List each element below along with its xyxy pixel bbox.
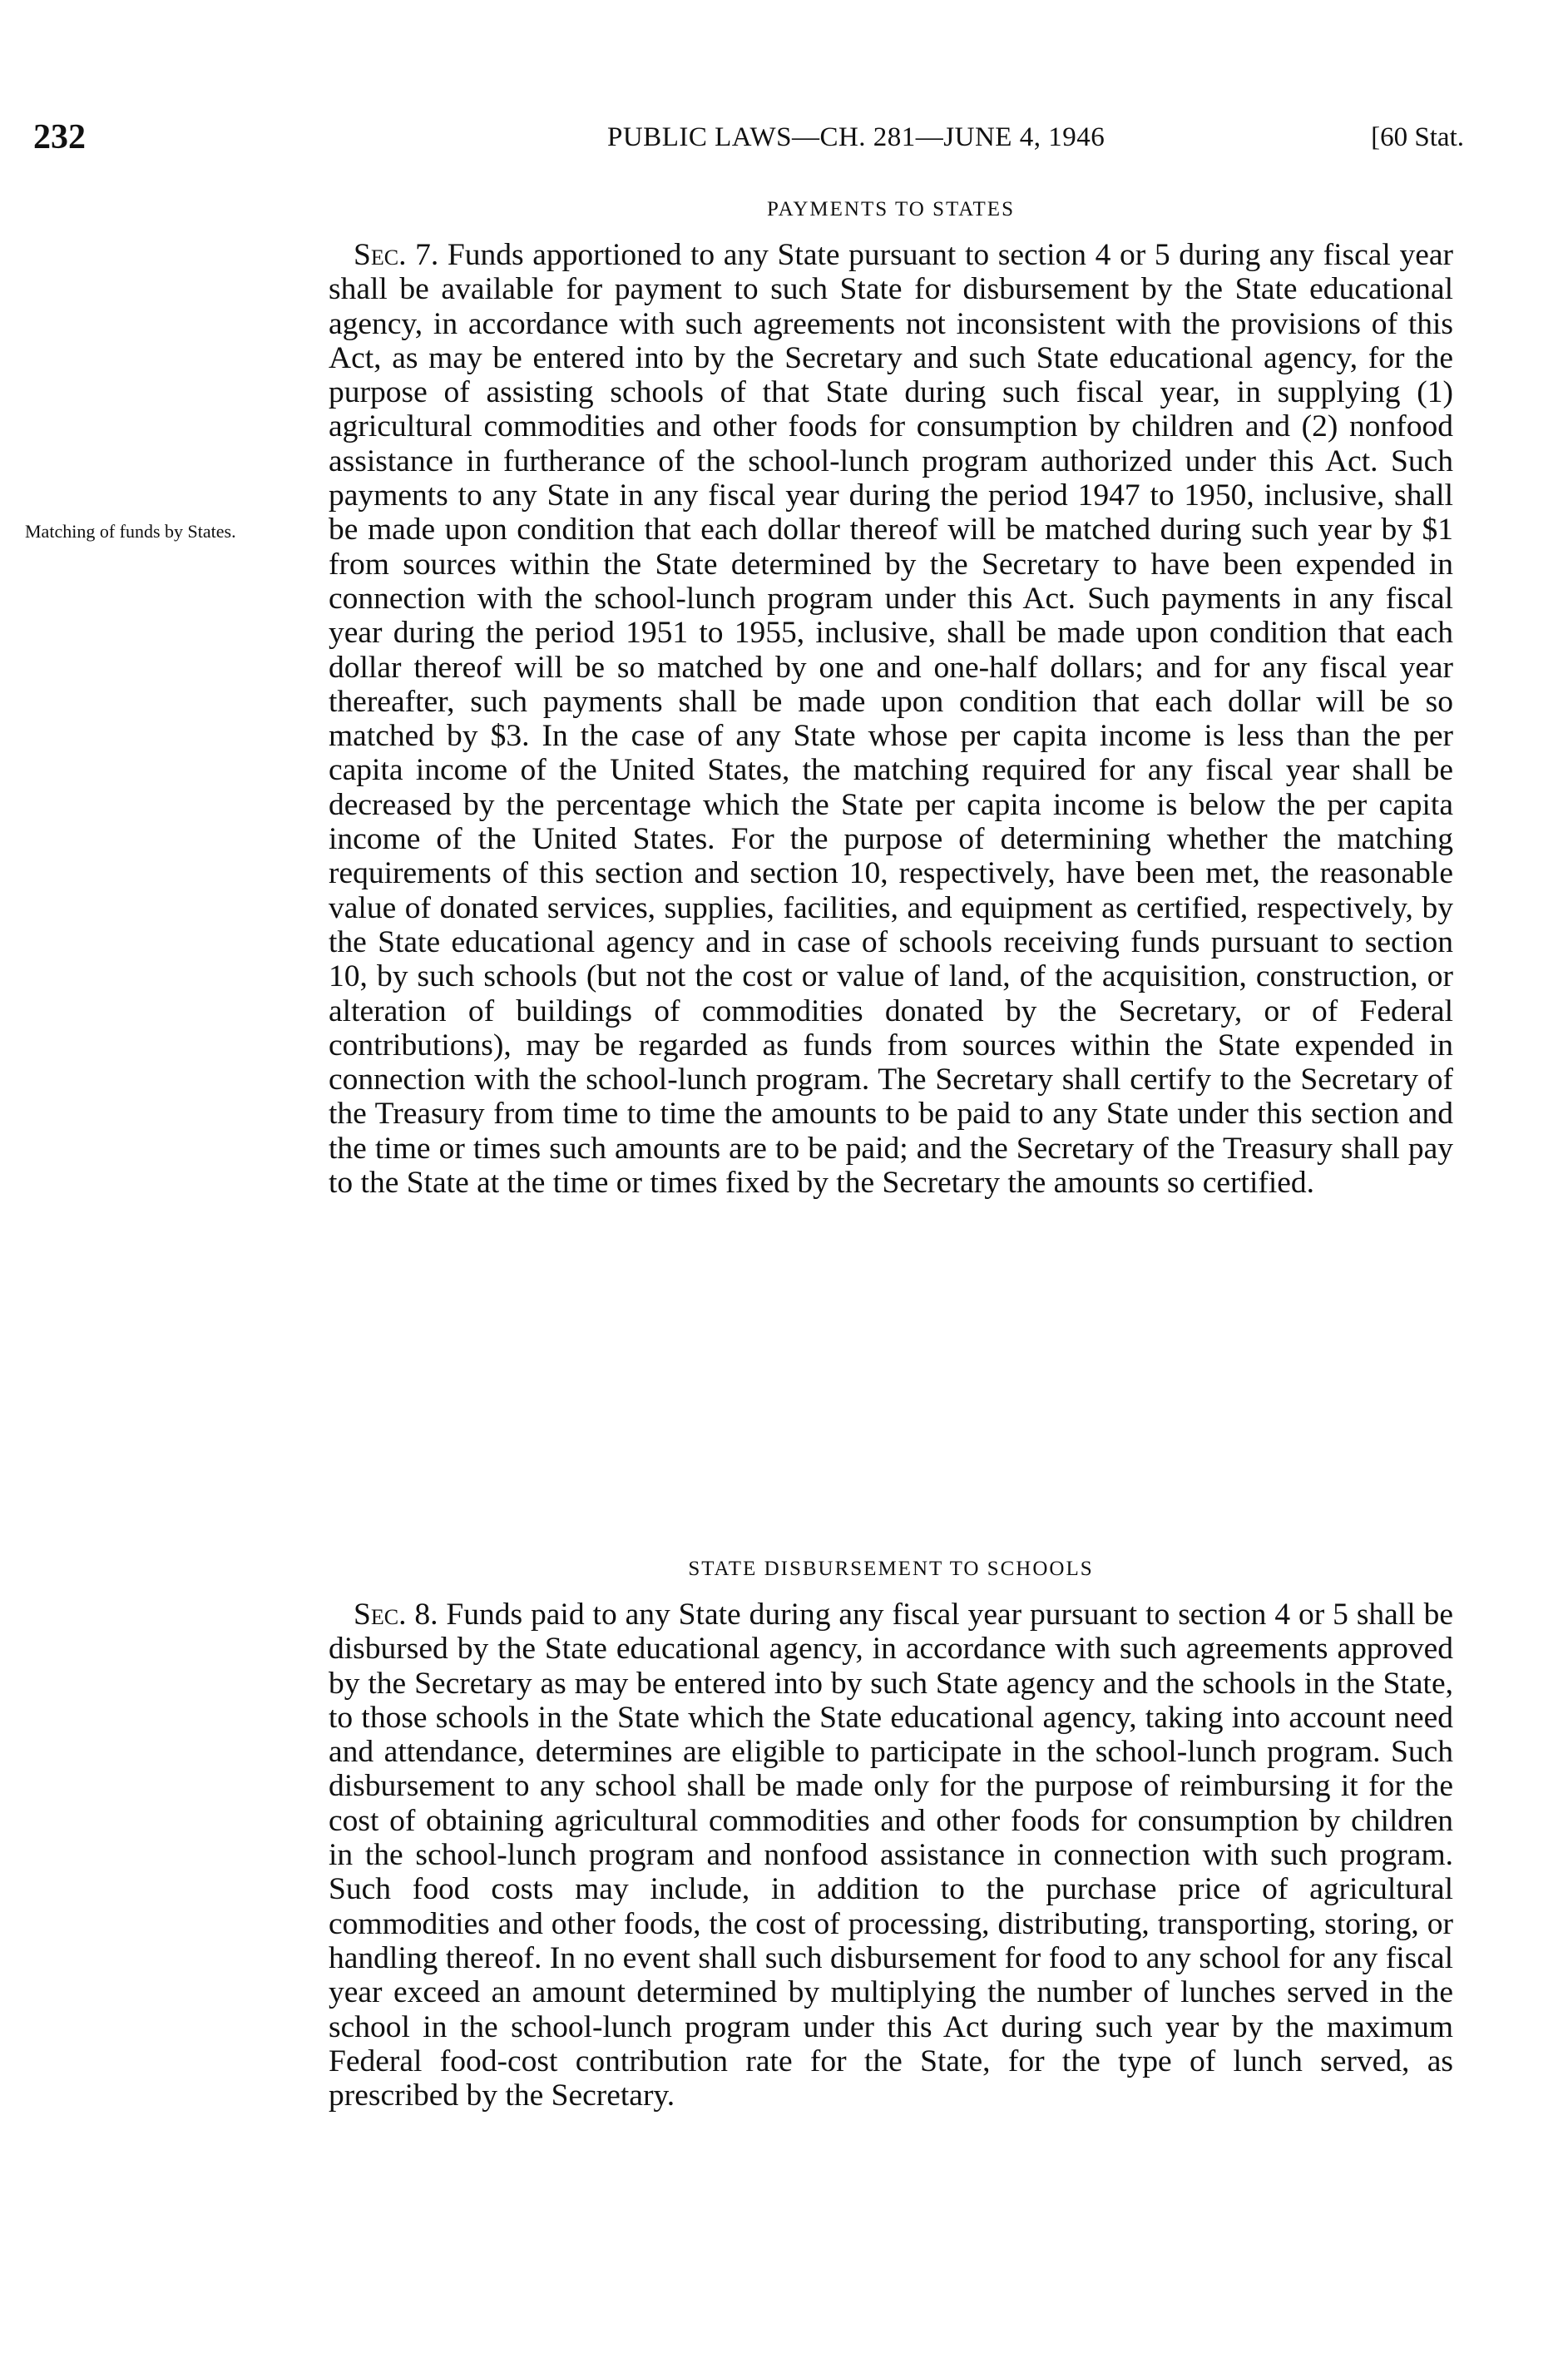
- section-8-label: Sec. 8.: [354, 1598, 438, 1632]
- running-title: PUBLIC LAWS—CH. 281—JUNE 4, 1946: [607, 122, 1106, 152]
- section-heading-payments: PAYMENTS TO STATES: [767, 198, 1015, 220]
- section-8-paragraph: [329, 1598, 1453, 2113]
- volume-reference: [60 Stat.: [1371, 122, 1464, 152]
- section-7-text: Funds apportioned to any State pursuant to section 4 or 5 during any fiscal year shall be available for payment to such State for disbursement by the State educational agency, in accordance with such agreements not inconsistent with the provisions of this Act, as may be entered into by the Secretary and such State educational agency, for the purpose of assisting schools of that State during such fiscal year, in supplying (1) agricultural commodities and other foods for consumption by children and (2) nonfood assistance in furtherance of the school-lunch program authorized under this Act. Such payments to any State in any fiscal year during the period 1947 to 1950, inclusive, shall be made upon condition that each dollar thereof will be matched during such year by $1 from sources within the State determined by the Secretary to have been expended in connection with the school-lunch program under this Act. Such payments in any fiscal year during the period 1951 to 1955, inclusive, shall be made upon condition that each dollar thereof will be so matched by one and one-half dollars; and for any fiscal year thereafter, such payments shall be made upon condition that each dollar will be so matched by $3. In the case of any State whose per capita income is less than the per capita income of the United States, the matching required for any fiscal year shall be decreased by the percentage which the State per capita income is below the per capita income of the United States. For the purpose of determining whether the matching requirements of this section and section 10, respectively, have been met, the reasonable value of donated services, supplies, facilities, and equipment as certified, respectively, by the State educational agency and in case of schools receiving funds pursuant to section 10, by such schools (but not the cost or value of land, of the acquisition, construction, or alteration of buildings of commodities donated by the Secretary, or of Federal contributions), may be regarded as funds from sources within the State expended in connection with the school-lunch program. The Secretary shall certify to the Secretary of the Treasury from time to time the amounts to be paid to any State under this section and the time or times such amounts are to be paid; and the Secretary of the Treasury shall pay to the State at the time or times fixed by the Secretary the amounts so certified.: [329, 238, 1453, 1201]
- section-7-label: Sec. 7.: [354, 238, 439, 272]
- running-head: [33, 116, 1464, 158]
- page-number: 232: [33, 118, 86, 156]
- margin-note-matching: Matching of funds by States.: [25, 521, 236, 542]
- section-heading-disbursement: STATE DISBURSEMENT TO SCHOOLS: [688, 1558, 1094, 1580]
- section-7-paragraph: [329, 238, 1453, 1200]
- section-8-text: Funds paid to any State during any fiscal year pursuant to section 4 or 5 shall be disbursed by the State educational agency, in accordance with such agreements approved by the Secretary as may be entered into by such State agency and the schools in the State, to those schools in the State which the State educational agency, taking into account need and attendance, determines are eligible to participate in the school-lunch program. Such disbursement to any school shall be made only for the purpose of reimbursing it for the cost of obtaining agricultural commodities and other foods for consumption by children in the school-lunch program and nonfood assistance in connection with such program. Such food costs may include, in addition to the purchase price of agricultural commodities and other foods, the cost of processing, distributing, transporting, storing, or handling thereof. In no event shall such disbursement for food to any school for any fiscal year exceed an amount determined by multiplying the number of lunches served in the school in the school-lunch program under this Act during such year by the maximum Federal food-cost contribution rate for the State, for the type of lunch served, as prescribed by the Secretary.: [329, 1598, 1453, 2113]
